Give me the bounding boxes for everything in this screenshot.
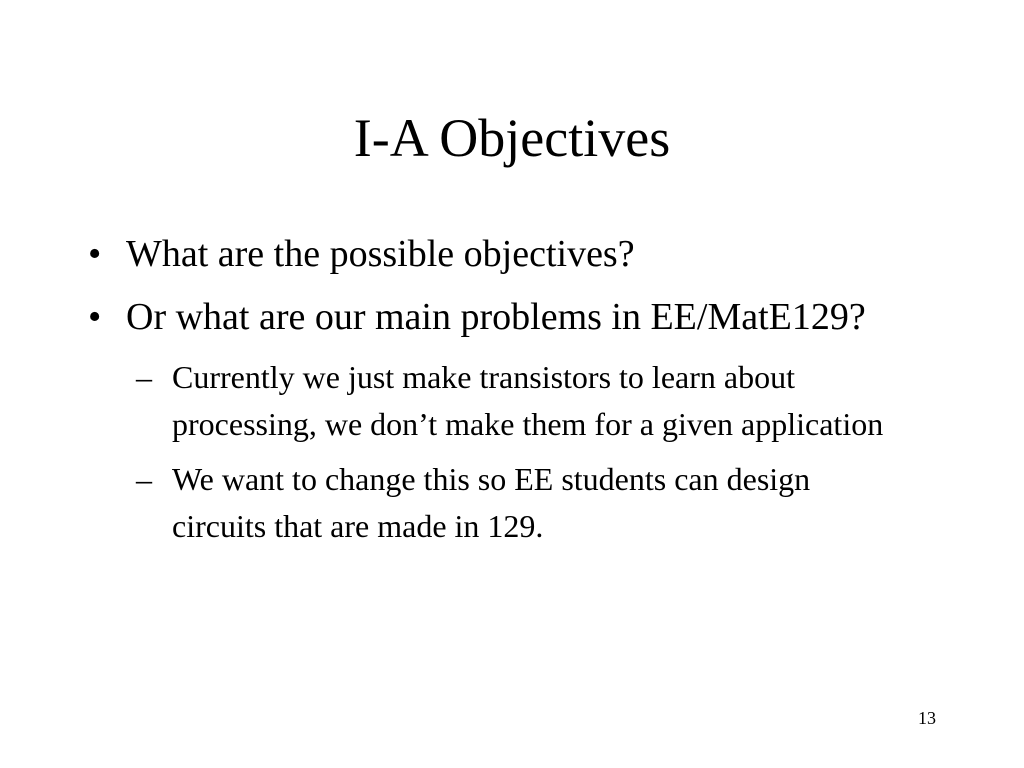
sub-bullet-text: We want to change this so EE students can design circuits that are made in 129.: [172, 461, 811, 544]
sub-bullet-item: [136, 354, 886, 448]
bullet-marker: •: [88, 233, 102, 275]
sub-bullet-item: [136, 456, 886, 550]
slide-content: [86, 228, 886, 558]
bullet-text: What are the possible objectives?: [126, 233, 635, 275]
sub-bullet-text: Currently we just make transistors to learn about processing, we don’t make them for a given application: [172, 359, 884, 442]
bullet-item: [86, 228, 886, 281]
sub-bullet-marker: –: [136, 461, 152, 497]
bullet-text: Or what are our main problems in EE/MatE129?: [126, 296, 866, 338]
slide-title: I-A Objectives: [353, 108, 671, 168]
page-number: 13: [918, 708, 936, 728]
bullet-marker: •: [88, 296, 102, 338]
bullet-item: [86, 291, 886, 344]
sub-bullet-marker: –: [136, 359, 152, 395]
